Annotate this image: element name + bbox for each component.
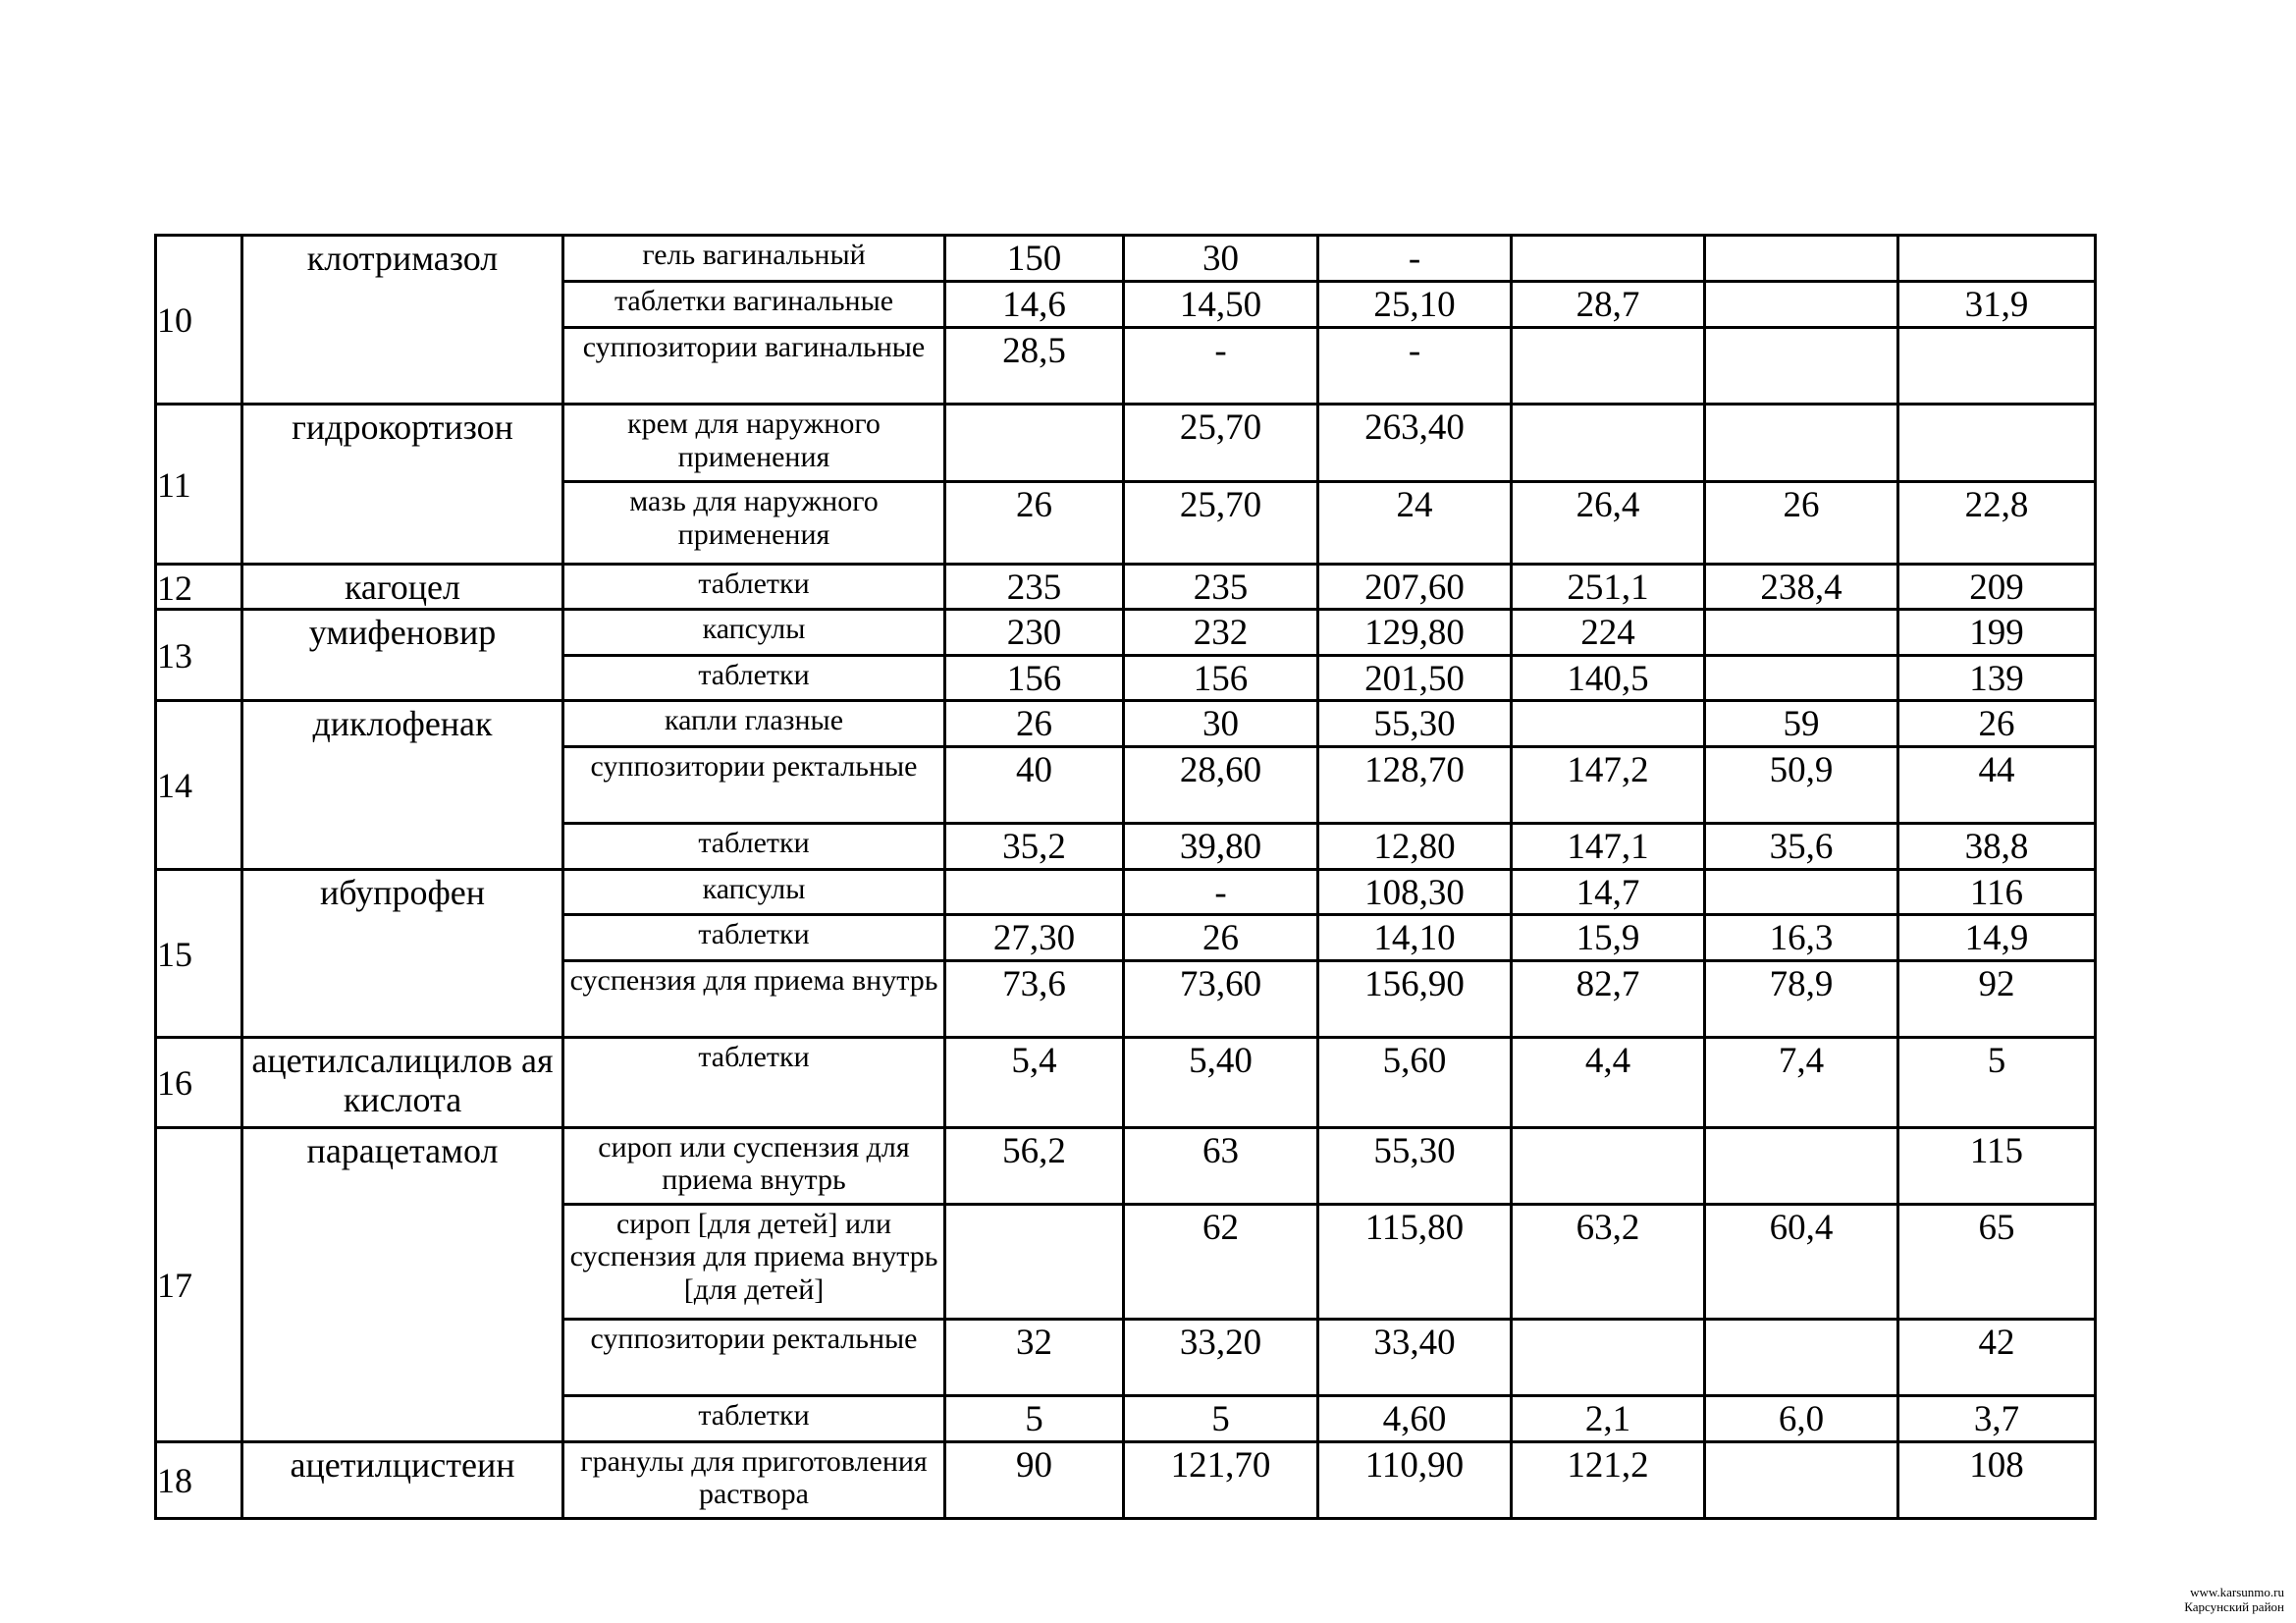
price-cell — [1705, 610, 1898, 655]
dosage-form-cell: суппозитории вагинальные — [563, 328, 945, 405]
table-row — [156, 610, 2096, 655]
table-row — [156, 405, 2096, 482]
price-cell: 28,5 — [945, 328, 1124, 405]
price-cell: 207,60 — [1318, 565, 1512, 610]
price-cell: 55,30 — [1318, 701, 1512, 747]
dosage-form-cell: таблетки — [563, 565, 945, 610]
dosage-form-cell: таблетки — [563, 655, 945, 700]
price-cell: 65 — [1898, 1204, 2096, 1319]
price-cell: 263,40 — [1318, 405, 1512, 482]
price-cell — [1512, 405, 1705, 482]
row-number-cell: 11 — [156, 405, 242, 565]
price-cell: 63,2 — [1512, 1204, 1705, 1319]
price-cell: 156 — [1124, 655, 1318, 700]
price-cell: 90 — [945, 1441, 1124, 1518]
price-cell — [1512, 701, 1705, 747]
price-cell: 3,7 — [1898, 1395, 2096, 1441]
price-cell: 26 — [1124, 915, 1318, 960]
price-cell — [1512, 328, 1705, 405]
price-cell: 15,9 — [1512, 915, 1705, 960]
price-cell: 115,80 — [1318, 1204, 1512, 1319]
row-number-cell: 12 — [156, 565, 242, 610]
dosage-form-cell: гель вагинальный — [563, 236, 945, 282]
medicine-price-table — [154, 234, 2097, 1520]
dosage-form-cell: суппозитории ректальные — [563, 747, 945, 824]
price-cell: 30 — [1124, 701, 1318, 747]
price-cell: 147,1 — [1512, 824, 1705, 869]
dosage-form-cell: гранулы для приготовления раствора — [563, 1441, 945, 1518]
price-cell: 2,1 — [1512, 1395, 1705, 1441]
price-cell — [1898, 328, 2096, 405]
dosage-form-cell: таблетки — [563, 1395, 945, 1441]
price-cell: 56,2 — [945, 1127, 1124, 1204]
price-cell: 5 — [945, 1395, 1124, 1441]
table-row — [156, 869, 2096, 914]
footer-district: Карсунский район — [2184, 1599, 2284, 1615]
price-cell: 25,70 — [1124, 405, 1318, 482]
price-cell: 235 — [945, 565, 1124, 610]
price-cell: 129,80 — [1318, 610, 1512, 655]
table-row — [156, 701, 2096, 747]
price-cell: 6,0 — [1705, 1395, 1898, 1441]
price-cell: - — [1124, 328, 1318, 405]
price-cell: 14,7 — [1512, 869, 1705, 914]
price-cell: 110,90 — [1318, 1441, 1512, 1518]
price-cell: 42 — [1898, 1319, 2096, 1395]
price-cell: 73,6 — [945, 960, 1124, 1037]
price-cell — [945, 869, 1124, 914]
price-cell: 92 — [1898, 960, 2096, 1037]
price-cell — [1512, 1127, 1705, 1204]
dosage-form-cell: сироп [для детей] или суспензия для приема внутрь [для детей] — [563, 1204, 945, 1319]
price-cell: 63 — [1124, 1127, 1318, 1204]
price-cell — [1705, 655, 1898, 700]
price-cell: - — [1318, 236, 1512, 282]
price-cell: 26 — [1898, 701, 2096, 747]
price-cell: 73,60 — [1124, 960, 1318, 1037]
price-cell: 5 — [1898, 1037, 2096, 1127]
price-cell: 4,60 — [1318, 1395, 1512, 1441]
price-cell: 33,20 — [1124, 1319, 1318, 1395]
drug-name-cell: ибупрофен — [242, 869, 563, 1037]
price-cell: 22,8 — [1898, 482, 2096, 565]
price-cell: 235 — [1124, 565, 1318, 610]
price-cell: 33,40 — [1318, 1319, 1512, 1395]
dosage-form-cell: мазь для наружного применения — [563, 482, 945, 565]
price-cell: 25,10 — [1318, 282, 1512, 328]
price-cell: 24 — [1318, 482, 1512, 565]
price-cell — [945, 405, 1124, 482]
price-cell: 50,9 — [1705, 747, 1898, 824]
price-cell: 32 — [945, 1319, 1124, 1395]
price-cell: 108,30 — [1318, 869, 1512, 914]
dosage-form-cell: суспензия для приема внутрь — [563, 960, 945, 1037]
dosage-form-cell: капсулы — [563, 610, 945, 655]
price-cell: 28,60 — [1124, 747, 1318, 824]
price-cell — [1705, 328, 1898, 405]
dosage-form-cell: суппозитории ректальные — [563, 1319, 945, 1395]
table-row — [156, 565, 2096, 610]
table-row — [156, 1127, 2096, 1204]
drug-name-cell: гидрокортизон — [242, 405, 563, 565]
price-cell — [1705, 869, 1898, 914]
price-cell: 156,90 — [1318, 960, 1512, 1037]
price-cell: 35,6 — [1705, 824, 1898, 869]
price-cell: 147,2 — [1512, 747, 1705, 824]
dosage-form-cell: таблетки — [563, 915, 945, 960]
price-cell: 5 — [1124, 1395, 1318, 1441]
price-cell: - — [1318, 328, 1512, 405]
price-cell: 14,6 — [945, 282, 1124, 328]
price-cell: 4,4 — [1512, 1037, 1705, 1127]
price-cell: 28,7 — [1512, 282, 1705, 328]
price-cell: 232 — [1124, 610, 1318, 655]
price-cell: 40 — [945, 747, 1124, 824]
price-cell: 14,50 — [1124, 282, 1318, 328]
price-cell: 62 — [1124, 1204, 1318, 1319]
price-cell: 230 — [945, 610, 1124, 655]
price-cell — [1705, 405, 1898, 482]
dosage-form-cell: сироп или суспензия для приема внутрь — [563, 1127, 945, 1204]
price-cell — [945, 1204, 1124, 1319]
table-row — [156, 236, 2096, 282]
dosage-form-cell: крем для наружного применения — [563, 405, 945, 482]
drug-name-cell: клотримазол — [242, 236, 563, 405]
price-cell — [1705, 1127, 1898, 1204]
price-cell — [1898, 236, 2096, 282]
price-cell: 26 — [1705, 482, 1898, 565]
price-cell: 5,40 — [1124, 1037, 1318, 1127]
drug-name-cell: парацетамол — [242, 1127, 563, 1441]
drug-name-cell: умифеновир — [242, 610, 563, 701]
price-cell: 238,4 — [1705, 565, 1898, 610]
table-row — [156, 1037, 2096, 1127]
price-cell: 108 — [1898, 1441, 2096, 1518]
price-cell — [1898, 405, 2096, 482]
price-cell — [1512, 236, 1705, 282]
price-cell: 26 — [945, 701, 1124, 747]
row-number-cell: 10 — [156, 236, 242, 405]
dosage-form-cell: таблетки вагинальные — [563, 282, 945, 328]
price-cell: 78,9 — [1705, 960, 1898, 1037]
price-cell: 60,4 — [1705, 1204, 1898, 1319]
price-cell: 121,2 — [1512, 1441, 1705, 1518]
drug-name-cell: кагоцел — [242, 565, 563, 610]
price-cell: 38,8 — [1898, 824, 2096, 869]
price-cell: 115 — [1898, 1127, 2096, 1204]
price-cell: 31,9 — [1898, 282, 2096, 328]
price-cell — [1705, 1319, 1898, 1395]
price-cell: 30 — [1124, 236, 1318, 282]
drug-name-cell: ацетилцистеин — [242, 1441, 563, 1518]
price-cell: 251,1 — [1512, 565, 1705, 610]
price-cell: 44 — [1898, 747, 2096, 824]
price-cell: 224 — [1512, 610, 1705, 655]
page-footer — [2184, 1586, 2284, 1615]
price-cell — [1705, 1441, 1898, 1518]
price-cell: 5,4 — [945, 1037, 1124, 1127]
price-cell: 7,4 — [1705, 1037, 1898, 1127]
price-cell: 121,70 — [1124, 1441, 1318, 1518]
price-cell: 209 — [1898, 565, 2096, 610]
footer-website: www.karsunmo.ru — [2190, 1585, 2284, 1600]
price-cell: 139 — [1898, 655, 2096, 700]
price-cell: 25,70 — [1124, 482, 1318, 565]
dosage-form-cell: таблетки — [563, 824, 945, 869]
price-cell: 26,4 — [1512, 482, 1705, 565]
price-cell: 199 — [1898, 610, 2096, 655]
dosage-form-cell: капсулы — [563, 869, 945, 914]
price-cell: 14,10 — [1318, 915, 1512, 960]
price-cell: 128,70 — [1318, 747, 1512, 824]
price-cell: 59 — [1705, 701, 1898, 747]
dosage-form-cell: капли глазные — [563, 701, 945, 747]
drug-name-cell: диклофенак — [242, 701, 563, 869]
price-cell: 12,80 — [1318, 824, 1512, 869]
table-row — [156, 1441, 2096, 1518]
price-cell: 55,30 — [1318, 1127, 1512, 1204]
row-number-cell: 14 — [156, 701, 242, 869]
price-cell: 16,3 — [1705, 915, 1898, 960]
price-cell: 201,50 — [1318, 655, 1512, 700]
price-cell: 5,60 — [1318, 1037, 1512, 1127]
row-number-cell: 16 — [156, 1037, 242, 1127]
price-cell: 35,2 — [945, 824, 1124, 869]
price-cell — [1705, 282, 1898, 328]
drug-name-cell: ацетилсалицилов ая кислота — [242, 1037, 563, 1127]
row-number-cell: 13 — [156, 610, 242, 701]
price-cell: 116 — [1898, 869, 2096, 914]
price-cell: 156 — [945, 655, 1124, 700]
price-cell — [1512, 1319, 1705, 1395]
price-cell: 27,30 — [945, 915, 1124, 960]
price-cell: 39,80 — [1124, 824, 1318, 869]
price-cell: - — [1124, 869, 1318, 914]
price-cell: 26 — [945, 482, 1124, 565]
price-cell: 14,9 — [1898, 915, 2096, 960]
price-cell — [1705, 236, 1898, 282]
row-number-cell: 18 — [156, 1441, 242, 1518]
row-number-cell: 15 — [156, 869, 242, 1037]
price-cell: 82,7 — [1512, 960, 1705, 1037]
row-number-cell: 17 — [156, 1127, 242, 1441]
price-cell: 150 — [945, 236, 1124, 282]
dosage-form-cell: таблетки — [563, 1037, 945, 1127]
price-cell: 140,5 — [1512, 655, 1705, 700]
